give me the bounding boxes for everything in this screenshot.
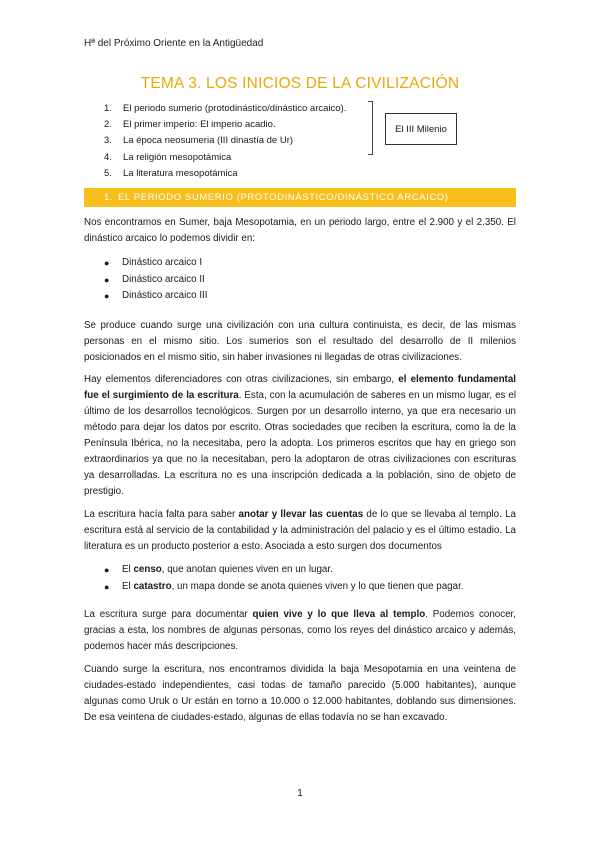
list-item-label: Dinástico arcaico I — [122, 257, 203, 268]
text-run: . Esta, con la acumulación de saberes en un mismo lugar, es el último de los desarrollos tecnológicos. Surgen por un desarrollo interno, ya que era necesario un método para dejar los datos por escrito. Otras sociedades que reciben la escritura, como la de la Península Ibérica, no la necesitaba, pero la adopta. Los primeros escritos que hay en griego son extraordinarios ya que no la necesitaban, pero la adoptaron de otras civilizaciones con escrituras ya desarrolladas. La escritura no es una inscripción dedicada a la población, sino de objeto de prestigio. — [84, 390, 517, 497]
toc-item — [104, 166, 364, 182]
paragraph-writing — [84, 372, 516, 500]
paragraph-accounting — [84, 507, 516, 555]
text-run: Hay elementos diferenciadores con otras civilizaciones, sin embargo, — [84, 374, 399, 385]
dynastic-list — [104, 255, 514, 305]
text-run: La escritura hacía falta para saber — [84, 509, 239, 520]
page-header: Hª del Próximo Oriente en la Antigüedad — [84, 38, 264, 49]
list-item — [104, 579, 514, 596]
toc-item — [104, 101, 364, 117]
toc-item — [104, 150, 364, 166]
toc-item — [104, 117, 364, 133]
list-item-label — [122, 579, 464, 596]
list-item-label — [122, 562, 333, 579]
text-run: , que anotan quienes viven en un lugar. — [161, 564, 333, 575]
toc-number: 4. — [104, 151, 112, 163]
bullet-icon: ● — [104, 565, 110, 575]
toc-label: La religión mesopotámica — [123, 151, 232, 163]
toc-label: La literatura mesopotámica — [123, 167, 238, 179]
toc-bracket — [368, 101, 373, 155]
list-item-label: Dinástico arcaico III — [122, 290, 208, 301]
list-item — [104, 288, 514, 305]
section-label: EL PERIODO SUMERIO (PROTODINÁSTICO/DINÁSTICO ARCAICO) — [118, 192, 449, 203]
list-item — [104, 255, 514, 272]
toc-number: 3. — [104, 135, 112, 147]
toc-number: 1. — [104, 103, 112, 114]
text-run: El — [122, 564, 134, 575]
bullet-icon: ● — [104, 291, 110, 301]
text-run: de lo que se llevaba al templo. La escritura está al servicio de la contabilidad y la administración del palacio y es el último estadio. La literatura es un producto posterior a esto. Asociada a esto surgen dos documentos — [84, 509, 516, 552]
paragraph-documentation — [84, 607, 516, 655]
section-heading — [84, 188, 516, 207]
list-item-label: Dinástico arcaico II — [122, 273, 205, 285]
bold-text: el elemento fundamental fue el surgimiento de la escritura — [84, 374, 516, 401]
page-title: TEMA 3. LOS INICIOS DE LA CIVILIZACIÓN — [140, 75, 460, 92]
bold-text: censo — [133, 564, 162, 575]
text-run: La escritura surge para documentar — [84, 609, 253, 620]
bold-text: anotar y llevar las cuentas — [238, 509, 364, 520]
paragraph-city-states: Cuando surge la escritura, nos encontramos dividida la baja Mesopotamia en una veintena de ciudades-estado independientes, casi todas de tamaño parecido (5.000 habitantes), aunque algunas como Uruk o Ur están en torno a 10.000 o 12.000 habitantes, doblando sus dimensiones. De esa veintena de ciudades-estado, algunas de ellas todavía no se han excavado. — [84, 664, 516, 723]
toc-item — [104, 133, 364, 149]
text-run: El — [122, 580, 134, 592]
paragraph-intro: Nos encontramos en Sumer, baja Mesopotamia, en un periodo largo, entre el 2.900 y el 2.350. El dinástico arcaico lo podemos dividir en: — [84, 217, 516, 244]
bold-text: quien vive y lo que lleva al templo — [252, 609, 426, 620]
list-item — [104, 562, 514, 579]
toc-number: 2. — [104, 119, 112, 131]
documents-list — [104, 562, 514, 595]
bullet-icon: ● — [104, 581, 110, 592]
toc-label: La época neosumeria (III dinastía de Ur) — [123, 135, 294, 147]
toc-label: El primer imperio: El imperio acadio. — [123, 119, 276, 131]
list-item — [104, 272, 514, 289]
milenio-box: El III Milenio — [385, 113, 457, 145]
text-run: . Podemos conocer, gracias a esta, los nombres de algunas personas, como los reyes del dinástico arcaico y además, podemos hacer más descripciones. — [84, 609, 517, 652]
bold-text: catastro — [133, 580, 172, 592]
toc-number: 5. — [104, 167, 112, 179]
page-number: 1 — [297, 788, 303, 799]
text-run: , un mapa donde se anota quienes viven y lo que tienen que pagar. — [171, 580, 464, 592]
bullet-icon: ● — [104, 258, 110, 268]
section-number: 1. — [104, 192, 114, 203]
bullet-icon: ● — [104, 274, 110, 285]
toc-label: El periodo sumerio (protodinástico/dinástico arcaico). — [123, 103, 347, 114]
table-of-contents — [104, 101, 364, 182]
paragraph-continuity: Se produce cuando surge una civilización con una cultura continuista, es decir, de las mismas personas en el mismo sitio. Los sumerios son el resultado del desarrollo de II milenios posicionados en el mismo sitio, sin haber invasiones ni llegadas de otras civilizaciones. — [84, 320, 516, 363]
